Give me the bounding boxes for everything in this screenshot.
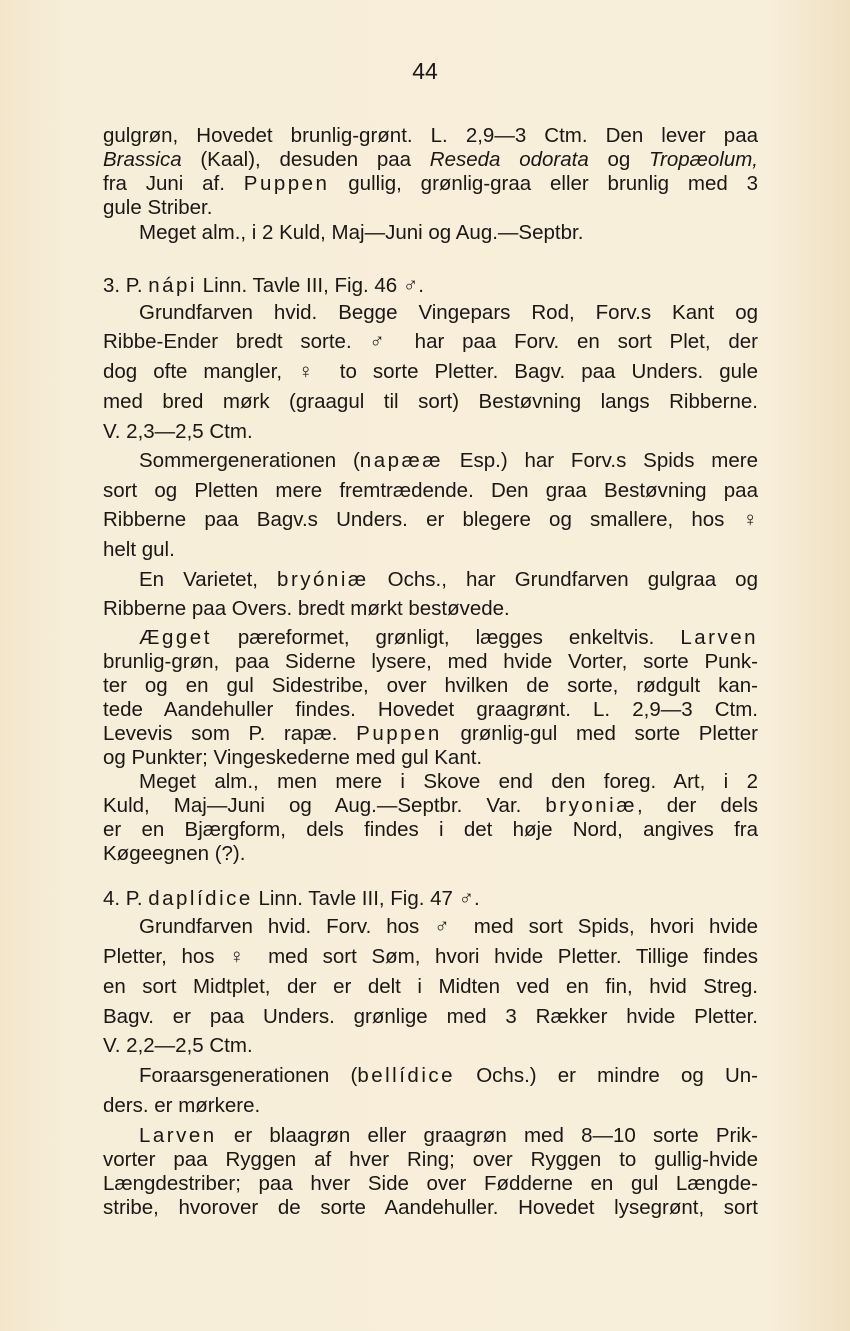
text-line: gule Striber. bbox=[103, 196, 213, 219]
species-heading: 4. P. daplídice Linn. Tavle III, Fig. 47 ♂. bbox=[103, 887, 480, 910]
text-line: Meget alm., i 2 Kuld, Maj—Juni og Aug.—Septbr. bbox=[139, 221, 584, 244]
text-line: V. 2,3—2,5 Ctm. bbox=[103, 420, 253, 443]
text-line: stribe, hvorover de sorte Aandehuller. Hovedet lysegrønt, sort bbox=[103, 1196, 758, 1219]
text-line: gulgrøn, Hovedet brunlig-grønt. L. 2,9—3 Ctm. Den lever paa bbox=[103, 124, 758, 147]
text-line: helt gul. bbox=[103, 538, 175, 561]
text-line: Kuld, Maj—Juni og Aug.—Septbr. Var. bryoniæ, der dels bbox=[103, 794, 758, 817]
page-number: 44 bbox=[412, 58, 438, 84]
text-line: og Punkter; Vingeskederne med gul Kant. bbox=[103, 746, 483, 769]
text-line: Bagv. er paa Unders. grønlige med 3 Rækker hvide Pletter. bbox=[103, 1005, 758, 1028]
species-heading: 3. P. nápi Linn. Tavle III, Fig. 46 ♂. bbox=[103, 274, 424, 297]
text-line: Køgeegnen (?). bbox=[103, 842, 246, 865]
text-line: vorter paa Ryggen af hver Ring; over Ryggen to gullig-hvide bbox=[103, 1148, 758, 1171]
text-line: ders. er mørkere. bbox=[103, 1094, 261, 1117]
text-line: tede Aandehuller findes. Hovedet graagrønt. L. 2,9—3 Ctm. bbox=[103, 698, 758, 721]
text-line: dog ofte mangler, ♀ to sorte Pletter. Bagv. paa Unders. gule bbox=[103, 360, 758, 383]
text-line: en sort Midtplet, der er delt i Midten ved en fin, hvid Streg. bbox=[103, 975, 758, 998]
text-line: Brassica (Kaal), desuden paa Reseda odorata og Tropæolum, bbox=[103, 148, 758, 171]
text-line: Ribberne paa Bagv.s Unders. er blegere og smallere, hos ♀ bbox=[103, 508, 758, 531]
text-line: Meget alm., men mere i Skove end den foreg. Art, i 2 bbox=[139, 770, 758, 793]
text-line: brunlig-grøn, paa Siderne lysere, med hvide Vorter, sorte Punk- bbox=[103, 650, 758, 673]
text-line: sort og Pletten mere fremtrædende. Den graa Bestøvning paa bbox=[103, 479, 758, 502]
text-line: En Varietet, bryóniæ Ochs., har Grundfarven gulgraa og bbox=[139, 568, 758, 591]
text-line: Grundfarven hvid. Forv. hos ♂ med sort Spids, hvori hvide bbox=[139, 915, 758, 938]
text-line: Ribberne paa Overs. bredt mørkt bestøvede. bbox=[103, 597, 510, 620]
text-line: Grundfarven hvid. Begge Vingepars Rod, Forv.s Kant og bbox=[139, 301, 758, 324]
text-line: Foraarsgenerationen (bellídice Ochs.) er mindre og Un- bbox=[139, 1064, 758, 1087]
text-line: Ægget pæreformet, grønligt, lægges enkeltvis. Larven bbox=[139, 626, 758, 649]
text-line: Levevis som P. rapæ. Puppen grønlig-gul med sorte Pletter bbox=[103, 722, 758, 745]
text-line: V. 2,2—2,5 Ctm. bbox=[103, 1034, 253, 1057]
text-line: Larven er blaagrøn eller graagrøn med 8—10 sorte Prik- bbox=[139, 1124, 758, 1147]
text-line: Sommergenerationen (napææ Esp.) har Forv.s Spids mere bbox=[139, 449, 758, 472]
text-line: Ribbe-Ender bredt sorte. ♂ har paa Forv. en sort Plet, der bbox=[103, 330, 758, 353]
text-line: fra Juni af. Puppen gullig, grønlig-graa eller brunlig med 3 bbox=[103, 172, 758, 195]
text-line: er en Bjærgform, dels findes i det høje Nord, angives fra bbox=[103, 818, 758, 841]
text-line: med bred mørk (graagul til sort) Bestøvning langs Ribberne. bbox=[103, 390, 758, 413]
text-line: ter og en gul Sidestribe, over hvilken de sorte, rødgult kan- bbox=[103, 674, 758, 697]
text-line: Længdestriber; paa hver Side over Fødderne en gul Længde- bbox=[103, 1172, 758, 1195]
text-line: Pletter, hos ♀ med sort Søm, hvori hvide Pletter. Tillige findes bbox=[103, 945, 758, 968]
